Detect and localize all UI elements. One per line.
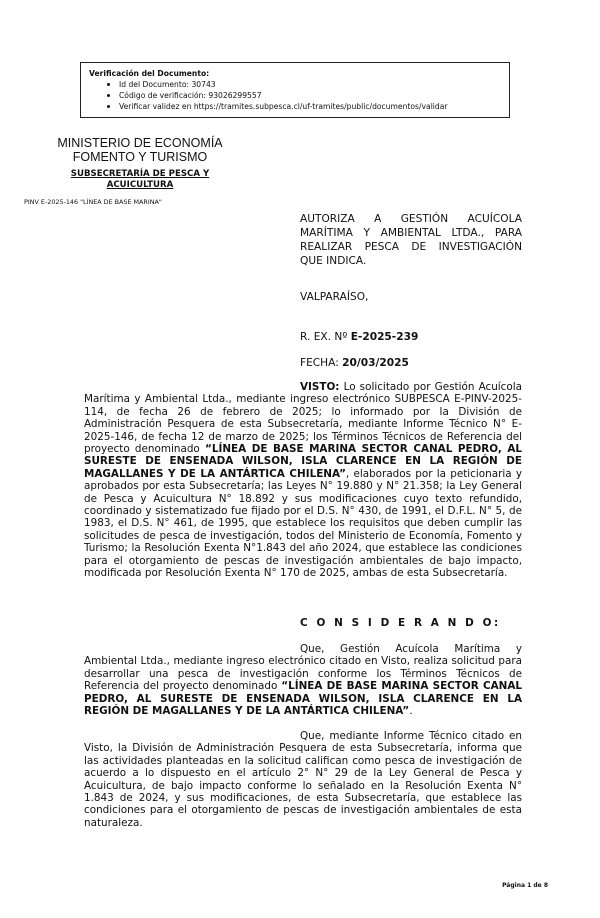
- rex-number: E-2025-239: [350, 331, 419, 343]
- p1-end: .: [409, 705, 413, 718]
- verification-link[interactable]: Verificar validez en https://tramites.subpesca.cl/uf-tramites/public/documentos/validar: [119, 101, 509, 112]
- considerando-paragraph-2: [84, 730, 522, 829]
- resolution-number: [300, 330, 522, 344]
- subject-line-3: REALIZAR PESCA DE INVESTIGACIÓN: [300, 241, 522, 253]
- visto-label: VISTO:: [300, 381, 340, 393]
- resolution-date: [300, 356, 522, 370]
- ministry-line-2: FOMENTO Y TURISMO: [72, 150, 208, 164]
- subject-line-1: AUTORIZA A GESTIÓN ACUÍCOLA: [300, 213, 522, 225]
- p1-text: Que, Gestión Acuícola Marítima y Ambiental Ltda., mediante ingreso electrónico citado en Visto, realiza solicitud para desarrollar una pesca de investigación conforme los Términos Técnicos de Referencia del proyecto denominado: [84, 643, 522, 693]
- fecha-label: FECHA:: [300, 357, 343, 369]
- considerando-heading: C O N S I D E R A N D O:: [300, 617, 501, 629]
- considerando-paragraph-1: [84, 643, 522, 717]
- ministry-line-1: MINISTERIO DE ECONOMÍA: [57, 136, 223, 150]
- p1-project: “LÍNEA DE BASE MARINA SECTOR CANAL PEDRO, AL SURESTE DE ENSENADA WILSON, ISLA CLARENCE EN LA REGIÓN DE MAGALLANES Y DE LA ANTÁRTICA CHILENA”: [84, 680, 522, 718]
- subsecretaria-line-2: ACUICULTURA: [106, 180, 174, 190]
- subject-line-2: MARÍTIMA Y AMBIENTAL LTDA., PARA: [300, 227, 522, 239]
- rex-label: R. EX. Nº: [300, 331, 351, 343]
- subject-line-4: QUE INDICA.: [300, 255, 367, 267]
- verification-code: Código de verificación: 93026299557: [119, 90, 509, 101]
- page-number: Página 1 de 8: [502, 882, 548, 889]
- resolution-subject: [300, 212, 522, 268]
- verification-list: [89, 79, 509, 112]
- subsecretaria-line-1: SUBSECRETARÍA DE PESCA Y: [70, 169, 210, 179]
- document-id: Id del Documento: 30743: [119, 79, 509, 90]
- verification-title: Verificación del Documento:: [89, 69, 210, 78]
- visto-project: “LÍNEA DE BASE MARINA SECTOR CANAL PEDRO, AL SURESTE DE ENSENADA WILSON, ISLA CLARENCE EN LA REGIÓN DE MAGALLANES Y DE LA ANTÁRTICA CHILENA”: [84, 443, 522, 480]
- subsecretaria-header: [40, 169, 240, 191]
- visto-text-b: , elaborados por la peticionaria y aprobados por esta Subsecretaría; las Leyes N° 19.880 y N° 21.358; la Ley General de Pesca y Acuicultura N° 18.892 y sus modificaciones cuyo texto refundido, coordinado y sistematizado fue fijado por el D.S. N° 430, de 1991, el D.F.L. N° 5, de 1983, el D.S. N° 461, de 1995, que establece los requisitos que deben cumplir las solicitudes de pesca de investigación, todos del Ministerio de Economía, Fomento y Turismo; la Resolución Exenta N°1.843 del año 2024, que establece las condiciones para el otorgamiento de pescas de investigación ambientales de bajo impacto, modificada por Resolución Exenta N° 170 de 2025, ambas de esta Subsecretaría.: [84, 467, 522, 580]
- fecha-value: 20/03/2025: [342, 357, 409, 369]
- visto-paragraph: [84, 381, 522, 580]
- reference-code: PINV E-2025-146 "LÍNEA DE BASE MARINA": [24, 198, 162, 206]
- p2-text: Que, mediante Informe Técnico citado en Visto, la División de Administración Pesquera de esta Subsecretaría, informa que las actividades planteadas en la solicitud califican como pesca de investigación de acuerdo a lo dispuesto en el artículo 2° N° 29 de la Ley General de Pesca y Acuicultura, de bajo impacto conforme lo señalado en la Resolución Exenta N° 1.843 de 2024, y sus modificaciones, de esta Subsecretaría, que establece las condiciones para el otorgamiento de pescas de investigación ambientales de esta naturaleza.: [84, 730, 522, 829]
- ministry-header: [40, 136, 240, 164]
- verification-box: [80, 62, 510, 118]
- city: VALPARAÍSO,: [300, 291, 369, 303]
- visto-text-a: Lo solicitado por Gestión Acuícola Marítima y Ambiental Ltda., mediante ingreso electrónico SUBPESCA E-PINV-2025-114, de fecha 26 de febrero de 2025; lo informado por la División de Administración Pesquera de esta Subsecretaría, mediante Informe Técnico N° E-2025-146, de fecha 12 de marzo de 2025; los Términos Técnicos de Referencia del proyecto denominado: [84, 381, 522, 456]
